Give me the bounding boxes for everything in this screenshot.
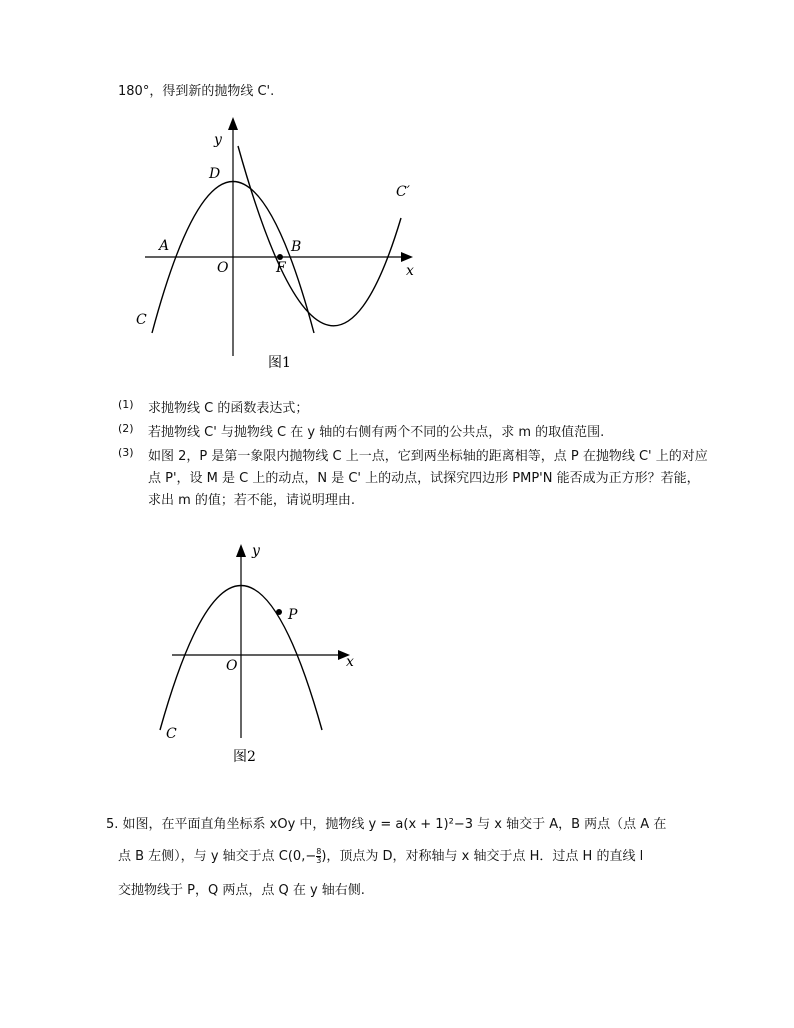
fig2-caption: 图2	[233, 749, 256, 765]
fig1-label-x: x	[406, 263, 414, 279]
fig1-caption: 图1	[268, 355, 291, 371]
fraction-den: 3	[316, 856, 322, 865]
problem-5-line-2	[118, 842, 702, 872]
fig1-label-f: F	[276, 260, 286, 276]
point-c-close: )	[321, 849, 327, 864]
fig1-label-c-prime: C′	[396, 184, 410, 200]
question-1-text: 求抛物线 C 的函数表达式；	[148, 401, 309, 416]
figure-2	[150, 538, 370, 770]
fig1-label-c: C	[136, 312, 147, 328]
problem-5-line-1: 5. 如图，在平面直角坐标系 xOy 中，抛物线 y = a(x + 1)²−3 与 x 轴交于 A，B 两点（点 A 在	[106, 817, 667, 832]
fraction-num: 8	[316, 847, 322, 856]
question-2-num: (2)	[118, 422, 134, 435]
question-1-num: (1)	[118, 398, 134, 411]
fig1-label-b: B	[291, 239, 302, 255]
fig2-label-c: C	[166, 726, 177, 742]
intro-line: 180°，得到新的抛物线 C'.	[118, 84, 275, 99]
fig1-label-d: D	[209, 166, 221, 182]
question-3-text: 如图 2，P 是第一象限内抛物线 C 上一点，它到两坐标轴的距离相等，点 P 在抛物线 C' 上的对应点 P'，设 M 是 C 上的动点，N 是 C' 上的动点，试探究四边形 PMP'N 能否成为正方形？若能，求出 m 的值；若不能，请说明理由.	[148, 449, 708, 508]
fig2-label-y: y	[252, 543, 260, 559]
question-2-text: 若抛物线 C' 与抛物线 C 在 y 轴的右侧有两个不同的公共点，求 m 的取值范围.	[148, 425, 605, 440]
fig1-label-y: y	[214, 132, 222, 148]
fig2-y-arrow	[236, 544, 246, 557]
problem-5-line-3: 交抛物线于 P，Q 两点，点 Q 在 y 轴右侧.	[118, 883, 365, 898]
question-3-num: (3)	[118, 446, 134, 459]
fig2-point-p	[276, 609, 282, 615]
fig2-label-p: P	[288, 607, 298, 623]
fig1-x-arrow	[401, 252, 413, 262]
fig1-label-o: O	[217, 260, 229, 276]
problem-5-line-2b: ，顶点为 D，对称轴与 x 轴交于点 H．过点 H 的直线 l	[326, 849, 644, 864]
fig1-parabola-c-prime	[238, 146, 401, 326]
figure-1	[125, 108, 425, 378]
fig2-label-x: x	[346, 654, 354, 670]
fig1-y-arrow	[228, 117, 238, 130]
fig2-label-o: O	[226, 658, 238, 674]
problem-5-line-2a: 点 B 左侧），与 y 轴交于点 C	[118, 849, 288, 864]
fig1-label-a: A	[159, 238, 170, 254]
point-c-open: (0,−	[287, 849, 317, 864]
